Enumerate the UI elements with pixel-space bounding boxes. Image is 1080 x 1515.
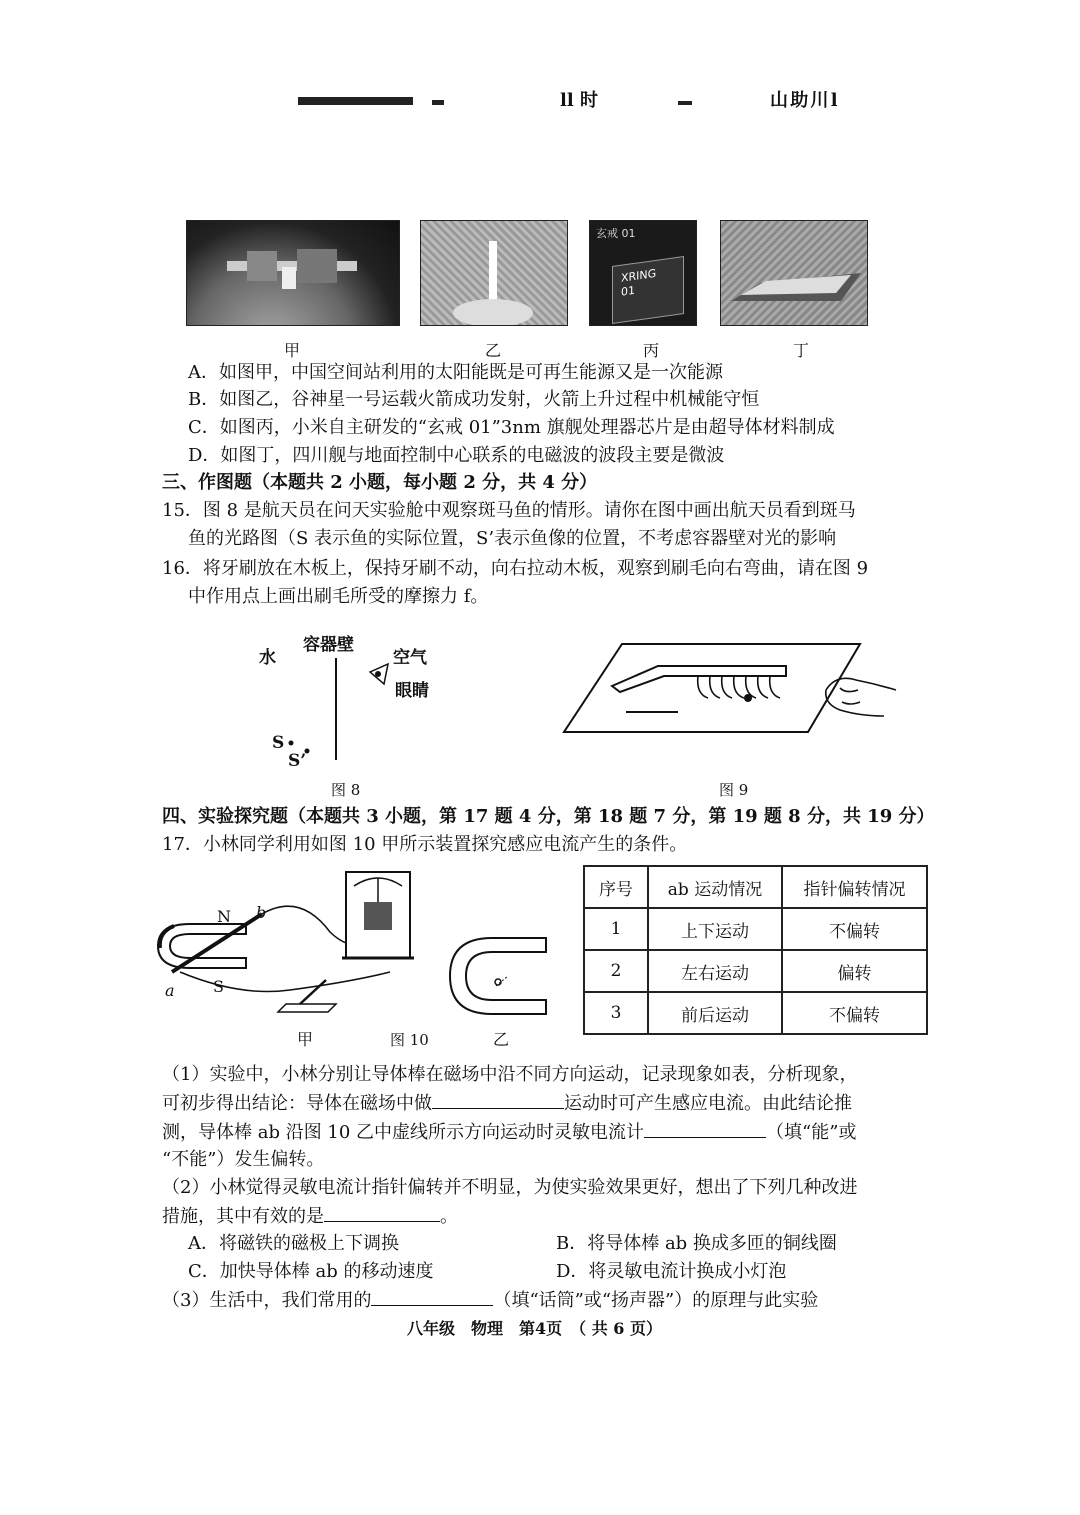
fig10-yi-label: 乙	[493, 1030, 510, 1049]
q17-option-b: B．将导体棒 ab 换成多匝的铜线圈	[556, 1233, 837, 1254]
fig8-air-label: 空气	[393, 648, 427, 668]
fig8-s-prime-label: S’	[288, 751, 307, 771]
q17-part2-line1: （2）小林觉得灵敏电流计指针偏转并不明显，为使实验效果更好，想出了下列几种改进	[162, 1177, 858, 1198]
table-cell: 上下运动	[648, 908, 782, 950]
fig10-s-label: S	[213, 977, 224, 996]
q17-option-a: A．将磁铁的磁极上下调换	[188, 1233, 399, 1254]
q16-line1: 16．将牙刷放在木板上，保持牙刷不动，向右拉动木板，观察到刷毛向右弯曲，请在图 9	[162, 558, 869, 579]
q17-part3-pre: （3）生活中，我们常用的	[162, 1290, 372, 1311]
table-header-cell: 序号	[584, 866, 648, 908]
photo-space-station	[186, 220, 400, 326]
galvanometer	[342, 872, 414, 958]
header-fragment-2: 山 助 川 l	[770, 90, 836, 111]
q17-part1-line2	[162, 1090, 852, 1117]
q17-part3-line1	[162, 1287, 818, 1314]
q14-option-b: B．如图乙，谷神星一号运载火箭成功发射，火箭上升过程中机械能守恒	[188, 389, 760, 410]
answer-blank-4[interactable]	[371, 1287, 493, 1306]
table-cell: 左右运动	[648, 950, 782, 992]
table-header-cell: ab 运动情况	[648, 866, 782, 908]
q17-part1-line3	[162, 1119, 856, 1146]
q17-part1-line2-pre: 可初步得出结论：导体在磁场中做	[162, 1093, 432, 1114]
fig8-s-label: S	[272, 733, 285, 753]
fig9-drawing	[560, 640, 920, 740]
q17-intro: 17．小林同学利用如图 10 甲所示装置探究感应电流产生的条件。	[162, 834, 688, 855]
wire-bottom	[180, 972, 390, 992]
page-footer: 八年级 物理 第4页 （ 共 6 页）	[407, 1319, 662, 1338]
chip-body	[612, 256, 684, 324]
q14-option-c: C．如图丙，小米自主研发的“玄戒 01”3nm 旗舰处理器芯片是由超导体材料制成	[188, 417, 835, 438]
fig8-wall-label: 容器壁	[303, 635, 354, 655]
q17-part1-line3-post: （填“能”或	[766, 1122, 857, 1143]
fig9-caption: 图 9	[719, 781, 749, 799]
table-cell: 3	[584, 992, 648, 1034]
caption-ding: 丁	[793, 341, 810, 360]
wooden-board	[564, 644, 860, 732]
fig10-jia-label: 甲	[297, 1030, 314, 1049]
q17-part1-line2-post: 运动时可产生感应电流。由此结论推	[564, 1093, 852, 1114]
answer-blank-3[interactable]	[324, 1203, 440, 1222]
table-row	[584, 908, 927, 950]
space-station-drawing	[187, 221, 399, 325]
chip-label: XRING 01	[621, 266, 657, 299]
horseshoe-magnet-yi	[450, 938, 546, 1014]
q17-option-c: C．加快导体棒 ab 的移动速度	[188, 1261, 434, 1282]
table-row	[584, 992, 927, 1034]
q17-part1-line4: “不能”）发生偏转。	[162, 1149, 325, 1170]
fig10-a-label: a	[165, 981, 175, 1000]
q17-part2-line2-post: 。	[440, 1206, 458, 1227]
table-header-cell: 指针偏转情况	[782, 866, 927, 908]
header-fragment-1: ll 时	[560, 90, 598, 111]
warship-drawing	[721, 221, 867, 325]
q14-option-a: A．如图甲，中国空间站利用的太阳能既是可再生能源又是一次能源	[188, 362, 723, 383]
q17-option-d: D．将灵敏电流计换成小灯泡	[556, 1261, 787, 1282]
table-cell: 前后运动	[648, 992, 782, 1034]
photo-rocket-launch	[420, 220, 568, 326]
eye-icon	[370, 664, 388, 684]
fig10-caption: 图 10	[390, 1031, 429, 1049]
q17-part2-line2	[162, 1203, 458, 1230]
q17-part3-post: （填“话筒”或“扬声器”）的原理与此实验	[493, 1290, 819, 1311]
q17-part2-line2-pre: 措施，其中有效的是	[162, 1206, 324, 1227]
q16-line2: 中作用点上画出刷毛所受的摩擦力 f。	[188, 586, 489, 607]
q17-part1-line1: （1）实验中，小林分别让导体棒在磁场中沿不同方向运动，记录现象如表，分析现象，	[162, 1064, 858, 1085]
photo-chip	[589, 220, 697, 326]
photo-warship	[720, 220, 868, 326]
table-row	[584, 950, 927, 992]
force-point-dot	[744, 694, 752, 702]
q17-part1-line3-pre: 测，导体棒 ab 沿图 10 乙中虚线所示方向运动时灵敏电流计	[162, 1122, 645, 1143]
toothbrush	[612, 666, 786, 702]
answer-blank-1[interactable]	[432, 1090, 564, 1109]
results-table	[583, 865, 928, 1035]
chip-title: 玄戒 01	[596, 227, 636, 240]
fig8-water-label: 水	[259, 648, 276, 668]
table-cell: 偏转	[782, 950, 927, 992]
fish-position-dot	[289, 741, 294, 746]
table-cell: 不偏转	[782, 908, 927, 950]
rocket-drawing	[421, 221, 567, 325]
fig8-caption: 图 8	[331, 781, 361, 799]
answer-blank-2[interactable]	[644, 1119, 766, 1138]
q15-line1: 15．图 8 是航天员在问天实验舱中观察斑马鱼的情形。请你在图中画出航天员看到斑马	[162, 500, 856, 521]
q15-line2: 鱼的光路图（S 表示鱼的实际位置，S’表示鱼像的位置，不考虑容器壁对光的影响	[188, 528, 837, 549]
fig8-eye-label: 眼睛	[395, 681, 429, 701]
table-header-row	[584, 866, 927, 908]
caption-yi: 乙	[485, 341, 502, 360]
fig10-drawing	[150, 862, 570, 1032]
table-cell: 不偏转	[782, 992, 927, 1034]
caption-bing: 丙	[643, 341, 660, 360]
table-cell: 2	[584, 950, 648, 992]
fig10-n-label: N	[217, 907, 231, 926]
table-cell: 1	[584, 908, 648, 950]
section3-title: 三、作图题（本题共 2 小题，每小题 2 分，共 4 分）	[162, 472, 598, 493]
q14-option-d: D．如图丁，四川舰与地面控制中心联系的电磁波的波段主要是微波	[188, 445, 725, 466]
fig10-b-label: b	[256, 903, 267, 922]
section4-title: 四、实验探究题（本题共 3 小题，第 17 题 4 分，第 18 题 7 分，第 19 题 8 分，共 19 分）	[162, 806, 935, 827]
caption-jia: 甲	[284, 341, 301, 360]
